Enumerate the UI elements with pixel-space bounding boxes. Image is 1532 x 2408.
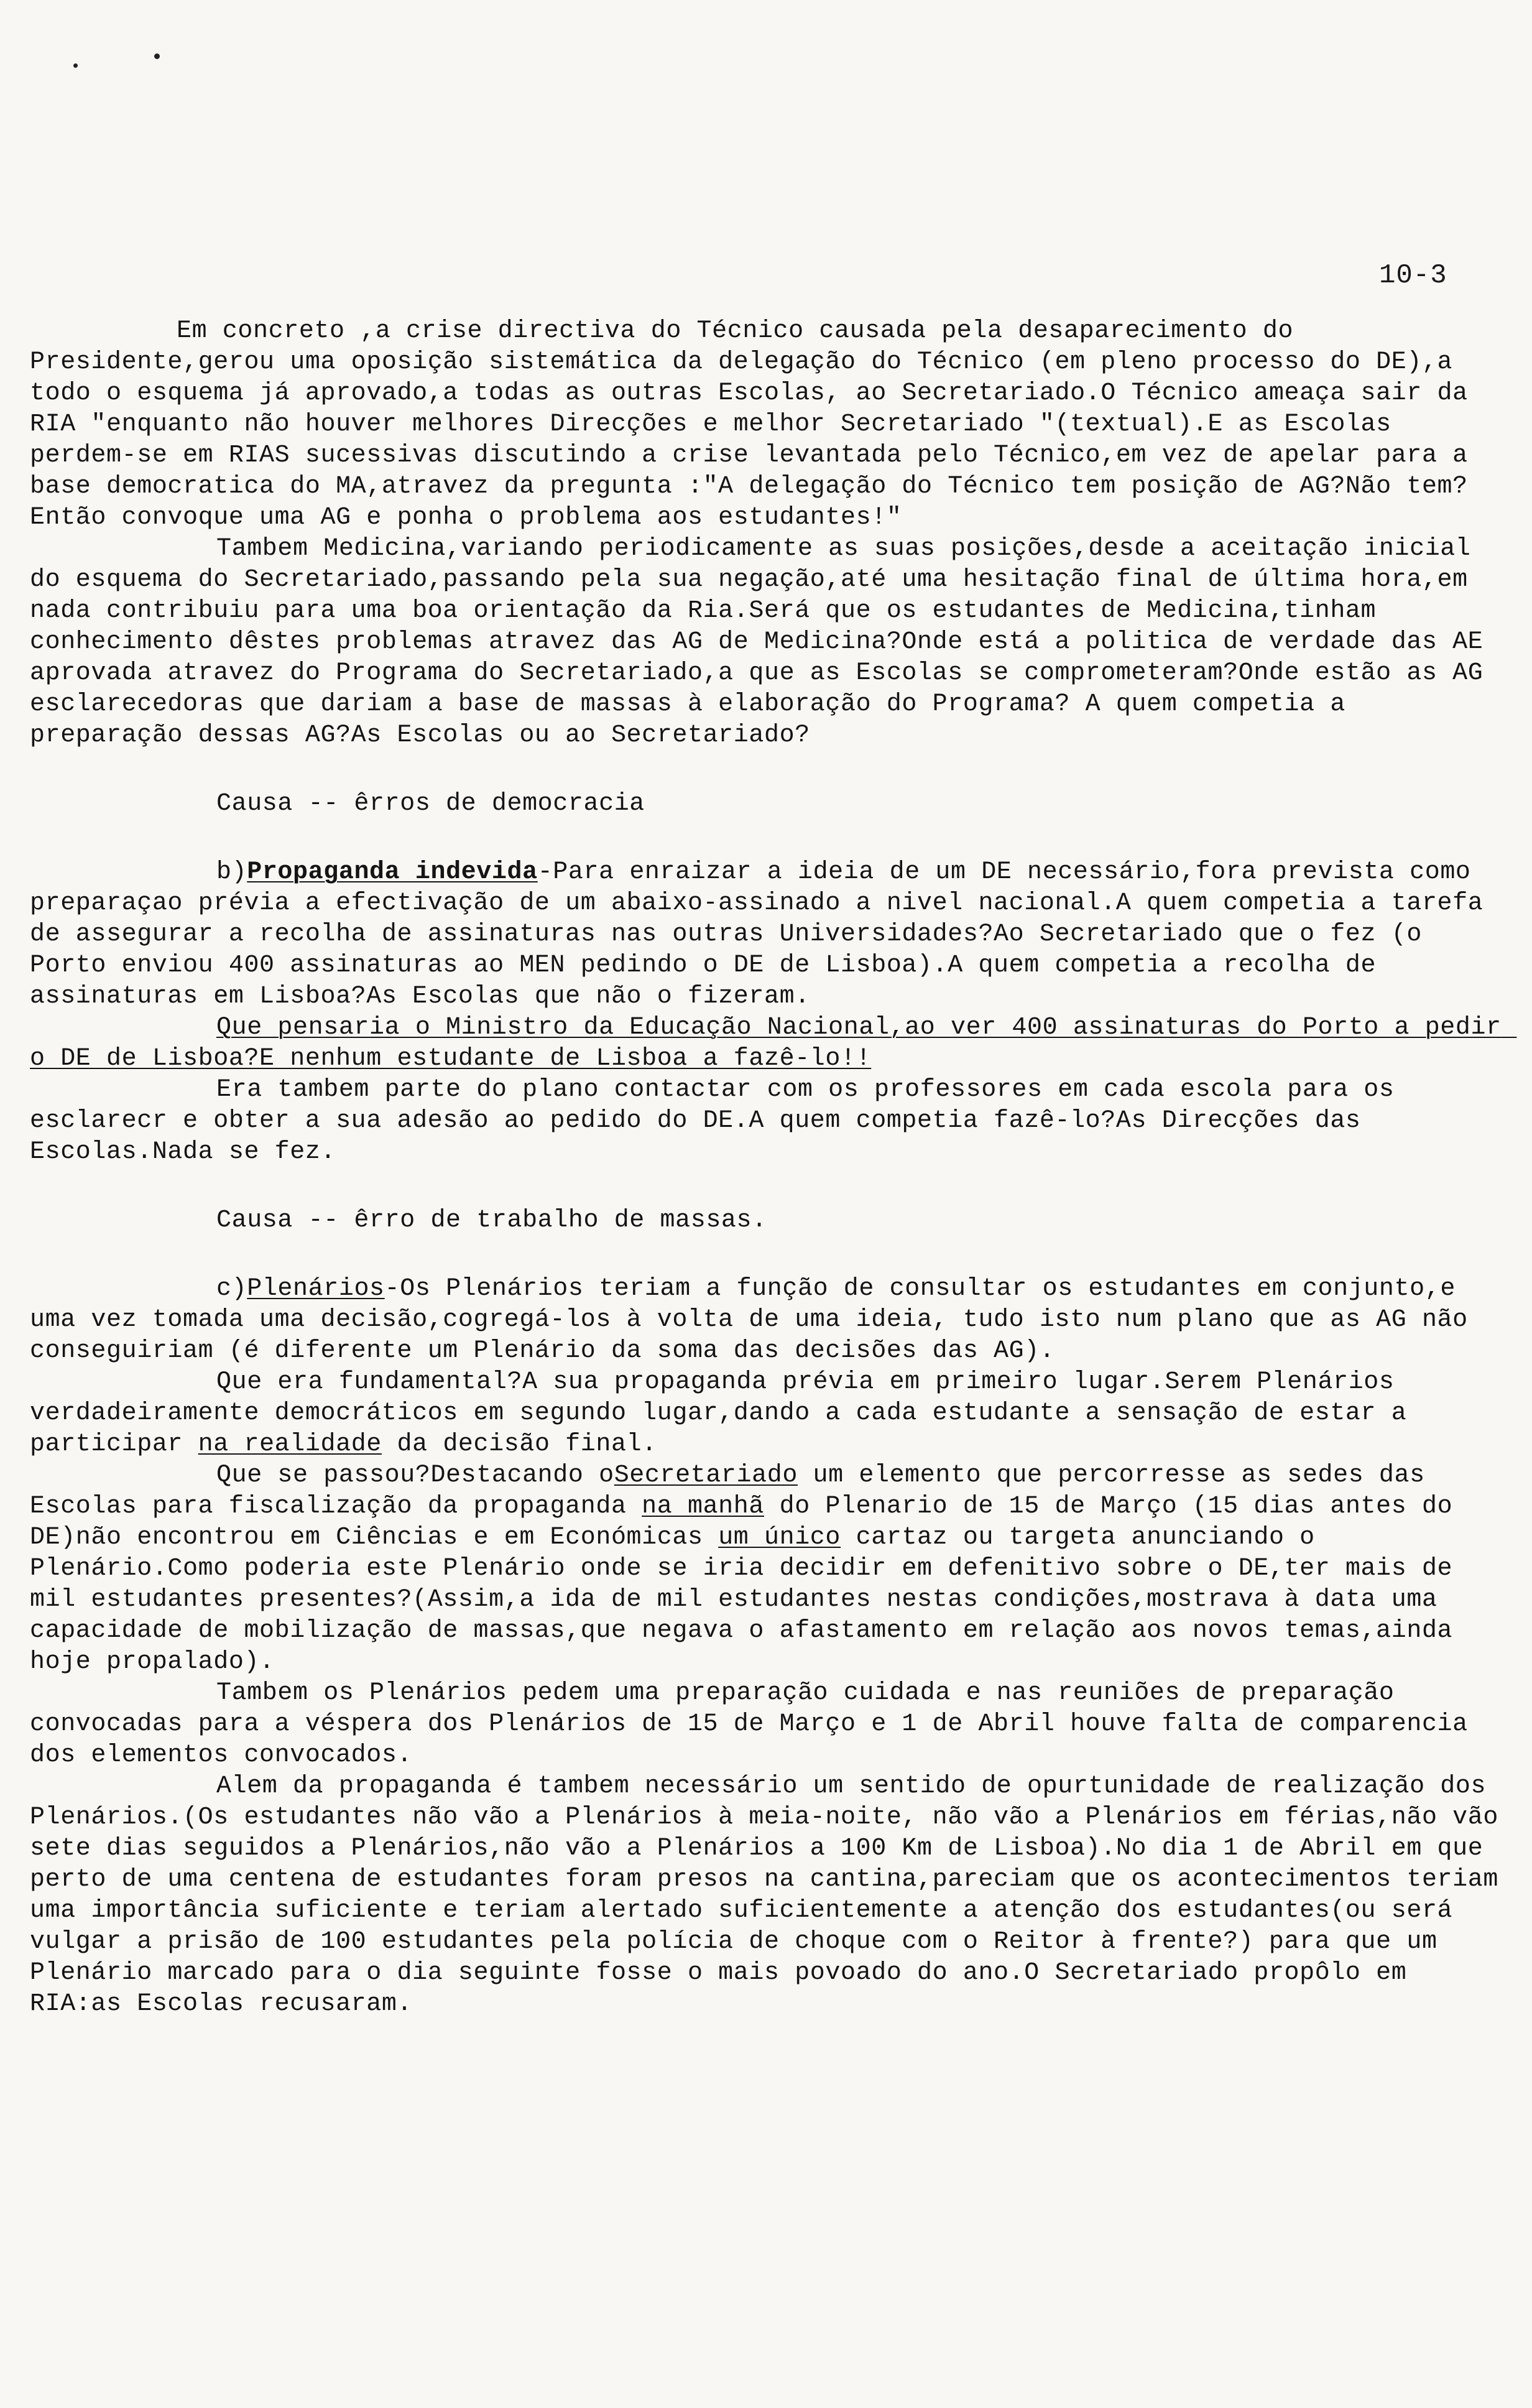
item-label: b)	[216, 858, 247, 886]
plenarios-text: -Os Plenários teriam a função de consultar os estudantes em conjunto,e uma vez tomada uma decisão,cogregá-los à volta de uma ideia, tudo isto num plano que as AG não conseguiriam (é diferente um Plenário da soma das decisões das AG).	[30, 1275, 1484, 1365]
cause-heading-mass-work: Causa -- êrro de trabalho de massas.	[216, 1206, 767, 1234]
paragraph-plenarios	[30, 1274, 1503, 1367]
document-body	[30, 316, 1517, 2020]
paragraph-preparation: Tambem os Plenários pedem uma preparação cuidada e nas reuniões de preparação convocadas para a véspera dos Plenários de 15 de Março e 1 de Abril houve falta de comparencia dos elementos convocados.	[30, 1679, 1484, 1769]
paragraph-fundamental	[30, 1367, 1503, 1460]
text-run: Que era fundamental?A sua propaganda prévia em primeiro lugar.Serem Plenários verdadeiramente democráticos em segundo lugar,dando a cada estudante a sensação de estar a participar	[30, 1368, 1422, 1458]
page-number: 10-3	[1379, 260, 1447, 291]
underlined-run: na manhã	[642, 1493, 764, 1521]
text-run: do Plenario de 15 de Março (15 dias antes do DE)não encontrou em Ciências e em Económicas	[30, 1493, 1468, 1552]
paragraph-what-happened	[30, 1460, 1503, 1678]
ink-speck	[73, 63, 78, 68]
propaganda-text: -Para enraizar a ideia de um DE necessário,fora prevista como preparaçao prévia a efectivação de um abaixo-assinado a nivel nacional.A quem competia a tarefa de assegurar a recolha de assinaturas nas outras Universidades?Ao Secretariado que o fez (o Porto enviou 400 assinaturas ao MEN pedindo o DE de Lisboa).A quem competia a recolha de assinaturas em Lisboa?As Escolas que não o fizeram.	[30, 858, 1498, 1011]
underlined-run: na realidade	[198, 1430, 382, 1458]
ink-speck	[154, 53, 160, 59]
paragraph-opportunity: Alem da propaganda é tambem necessário um sentido de opurtunidade de realização dos Plenários.(Os estudantes não vão a Plenários à meia-noite, não vão a Plenários em férias,não vão sete dias seguidos a Plenários,não vão a Plenários a 100 Km de Lisboa).No dia 1 de Abril em que perto de uma centena de estudantes foram presos na cantina,pareciam que os acontecimentos teriam uma importância suficiente e teriam alertado suficientemente a atenção dos estudantes(ou será vulgar a prisão de 100 estudantes pela polícia de choque com o Reitor à frente?) para que um Plenário marcado para o dia seguinte fosse o mais povoado do ano.O Secretariado propôlo em RIA:as Escolas recusaram.	[30, 1772, 1514, 2018]
paragraph-tecnico-crisis: Em concreto ,a crise directiva do Técnico causada pela desaparecimento do Presidente,gerou uma oposição sistemática da delegação do Técnico (em pleno processo do DE),a todo o esquema já aprovado,a todas as outras Escolas, ao Secretariado.O Técnico ameaça sair da RIA "enquanto não houver melhores Direcções e melhor Secretariado "(textual).E as Escolas perdem-se em RIAS sucessivas discutindo a crise levantada pelo Técnico,em vez de apelar para a base democratica do MA,atravez da pregunta :"A delegação do Técnico tem posição de AG?Não tem? Então convoque uma AG e ponha o problema aos estudantes!"	[30, 317, 1484, 532]
text-run: um elemento que percorresse as sedes das Escolas para fiscalização da propaganda	[30, 1461, 1441, 1521]
paragraph-propaganda	[30, 857, 1503, 1012]
paragraph-professors: Era tambem parte do plano contactar com os professores em cada escola para os esclarecr e obter a sua adesão ao pedido do DE.A quem competia fazê-lo?As Direcções das Escolas.Nada se fez.	[30, 1076, 1410, 1166]
section-title-plenarios: Plenários	[247, 1275, 385, 1303]
underlined-run: Secretariado	[614, 1461, 798, 1489]
text-run: da decisão final.	[381, 1430, 657, 1458]
section-title-propaganda: Propaganda indevida	[247, 858, 538, 886]
text-run: Que se passou?Destacando o	[216, 1461, 614, 1489]
paragraph-medicina: Tambem Medicina,variando periodicamente as suas posições,desde a aceitação inicial do esquema do Secretariado,passando pela sua negação,até uma hesitação final de última hora,em nada contribuiu para uma boa orientação da Ria.Será que os estudantes de Medicina,tinham conhecimento dêstes problemas atravez das AG de Medicina?Onde está a politica de verdade das AE aprovada atravez do Programa do Secretariado,a que as Escolas se comprometeram?Onde estão as AG esclarecedoras que dariam a base de massas à elaboração do Programa? A quem competia a preparação dessas AG?As Escolas ou ao Secretariado?	[30, 535, 1498, 749]
minister-underlined-text: Que pensaria o Ministro da Educação Nacional,ao ver 400 assinaturas do Porto a pedir o DE de Lisboa?E nenhum estudante de Lisboa a fazê-lo!!	[30, 1014, 1517, 1073]
underlined-run: um único	[718, 1524, 841, 1552]
cause-heading-democracy: Causa -- êrros de democracia	[216, 790, 645, 818]
paragraph-minister	[30, 1012, 1517, 1075]
text-run: cartaz ou targeta anunciando o Plenário.Como poderia este Plenário onde se iria decidir em defenitivo sobre o DE,ter mais de mil estudantes presentes?(Assim,a ida de mil estudantes nestas condições,mostrava à data uma capacidade de mobilização de massas,que negava o afastamento em relação aos novos temas,ainda hoje propalado).	[30, 1524, 1468, 1676]
item-label: c)	[216, 1275, 247, 1303]
